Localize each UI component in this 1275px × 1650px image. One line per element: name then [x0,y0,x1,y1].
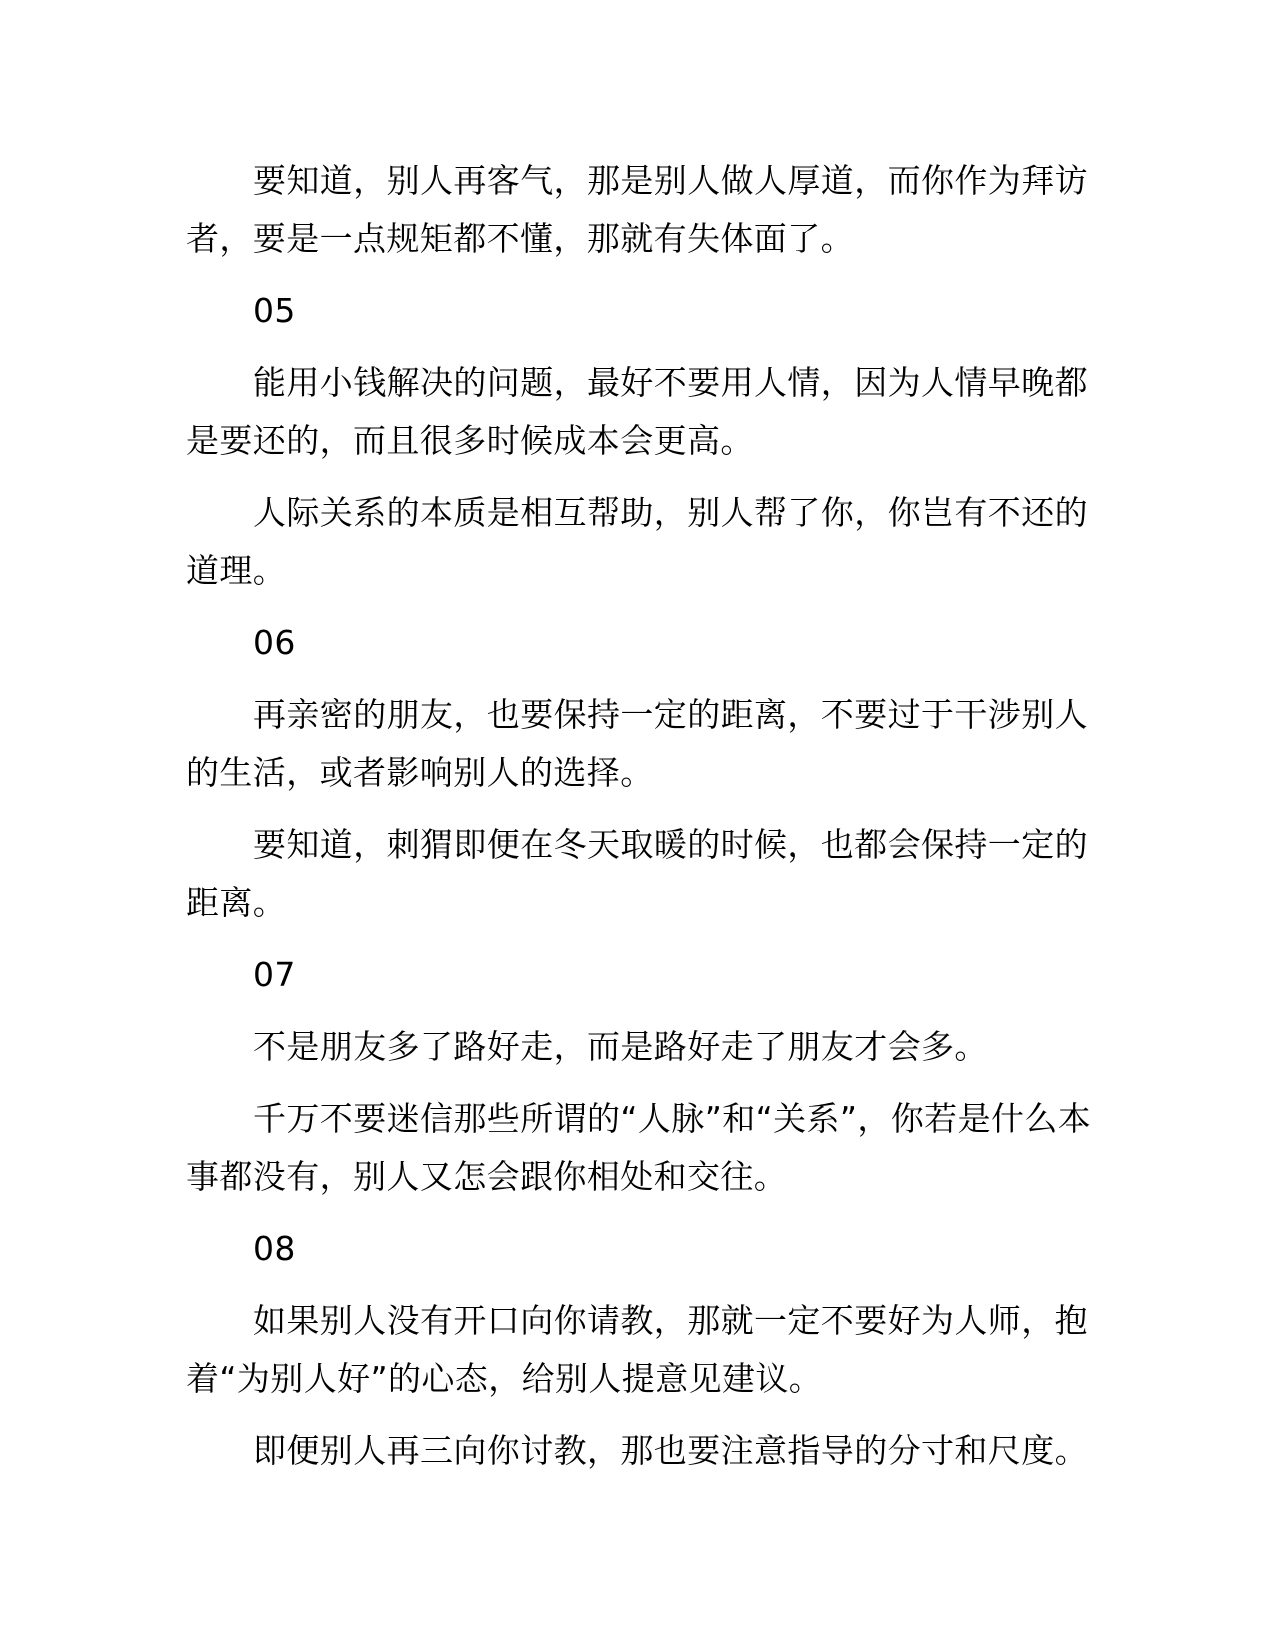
paragraph-8: 如果别人没有开口向你请教，那就一定不要好为人师，抱着“为别人好”的心态，给别人提意见建议。 [186,1301,1088,1398]
paragraph-9: 即便别人再三向你讨教，那也要注意指导的分寸和尺度。 [253,1431,1088,1470]
section-number-05: 05 [253,291,296,330]
paragraph-7: 千万不要迷信那些所谓的“人脉”和“关系”，你若是什么本事都没有，别人又怎会跟你相处和交往。 [186,1099,1092,1196]
paragraph-5: 要知道，刺猬即便在冬天取暖的时候，也都会保持一定的距离。 [186,825,1088,922]
paragraph-4: 再亲密的朋友，也要保持一定的距离，不要过于干涉别人的生活，或者影响别人的选择。 [186,695,1088,792]
section-number-07: 07 [253,955,296,994]
section-number-06: 06 [253,623,296,662]
paragraph-6: 不是朋友多了路好走，而是路好走了朋友才会多。 [253,1027,988,1066]
paragraph-1: 要知道，别人再客气，那是别人做人厚道，而你作为拜访者，要是一点规矩都不懂，那就有失体面了。 [186,161,1088,258]
document-body [186,152,1096,1480]
section-number-08: 08 [253,1229,296,1268]
paragraph-2: 能用小钱解决的问题，最好不要用人情，因为人情早晚都是要还的，而且很多时候成本会更高。 [186,363,1088,460]
paragraph-3: 人际关系的本质是相互帮助，别人帮了你，你岂有不还的道理。 [186,493,1088,590]
